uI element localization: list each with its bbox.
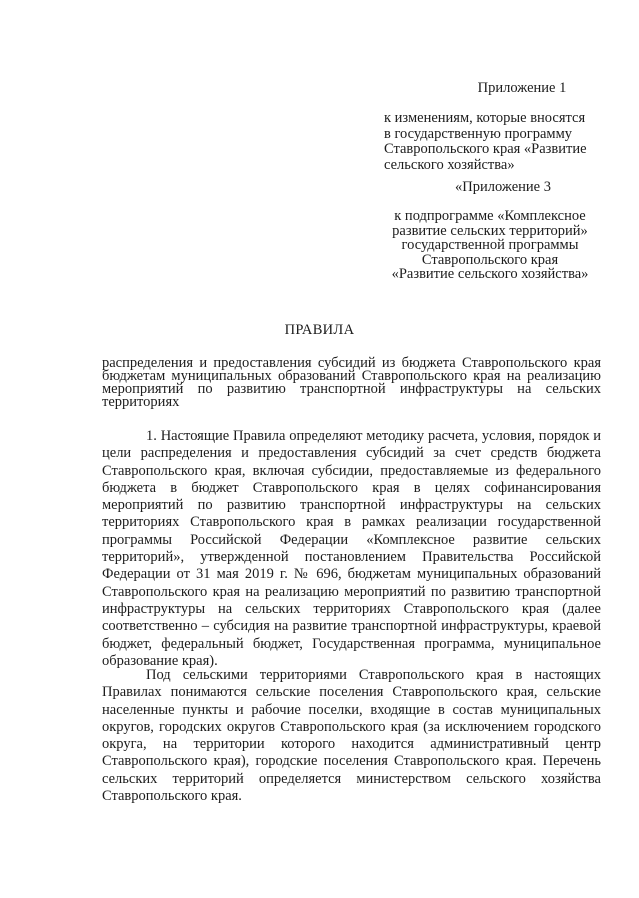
appendix-3-line: развитие сельских территорий»	[392, 222, 588, 239]
document-title: ПРАВИЛА	[284, 322, 355, 338]
appendix-3-line: государственной программы	[401, 237, 579, 253]
appendix-1-line: в государственную программу	[384, 125, 573, 142]
appendix-3-reference	[383, 209, 597, 282]
appendix-3-line: к подпрограмме «Комплексное	[394, 208, 586, 224]
appendix-3-line: Ставропольского края	[421, 251, 559, 268]
appendix-1-line: к изменениям, которые вносятся	[384, 110, 586, 126]
body-paragraph-1: 1. Настоящие Правила определяют методику расчета, условия, порядок и цели распределения и предоставления субсидий за счет средств бюджета Ставропольского края, включая субсидии, предоставляемые из федерального бюджета в бюджет Ставропольского края в целях софинансирования мероприятий по развитию транспортной инфраструктуры на сельских территориях Ставропольского края в рамках реализации государственной программы Российской Федерации «Комплексное развитие сельских территорий», утвержденной постановлением Правительства Российской Федерации от 31 мая 2019 г. № 696, бюджетам муниципальных образований Ставропольского края на реализацию мероприятий по развитию транспортной инфраструктуры на сельских территориях Ставропольского края (далее соответственно – субсидия на развитие транспортной инфраструктуры, краевой бюджет, федеральный бюджет, Государственная программа, муниципальное образование края).	[102, 428, 601, 669]
appendix-1-line: Ставропольского края «Развитие	[384, 141, 587, 157]
appendix-3-line: «Развитие сельского хозяйства»	[391, 266, 589, 282]
appendix-1-title: Приложение 1	[477, 80, 567, 96]
body-paragraph-2: Под сельскими территориями Ставропольского края в настоящих Правилах понимаются сельские поселения Ставропольского края, сельские населенные пункты и рабочие поселки, входящие в состав муниципальных округов, городских округов Ставропольского края (за исключением городского округа, на территории которого находится административный центр Ставропольского края), городские поселения Ставропольского края. Перечень сельских территорий определяется министерством сельского хозяйства Ставропольского края.	[102, 667, 601, 805]
document-subtitle: распределения и предоставления субсидий из бюджета Ставропольского края бюджетам муниципальных образований Ставропольского края на реализацию мероприятий по развитию транспортной инфраструктуры на сельских территориях	[102, 355, 601, 410]
appendix-1-reference	[384, 111, 600, 173]
appendix-1-line: сельского хозяйства»	[384, 156, 515, 173]
appendix-3-title: «Приложение 3	[455, 179, 551, 195]
